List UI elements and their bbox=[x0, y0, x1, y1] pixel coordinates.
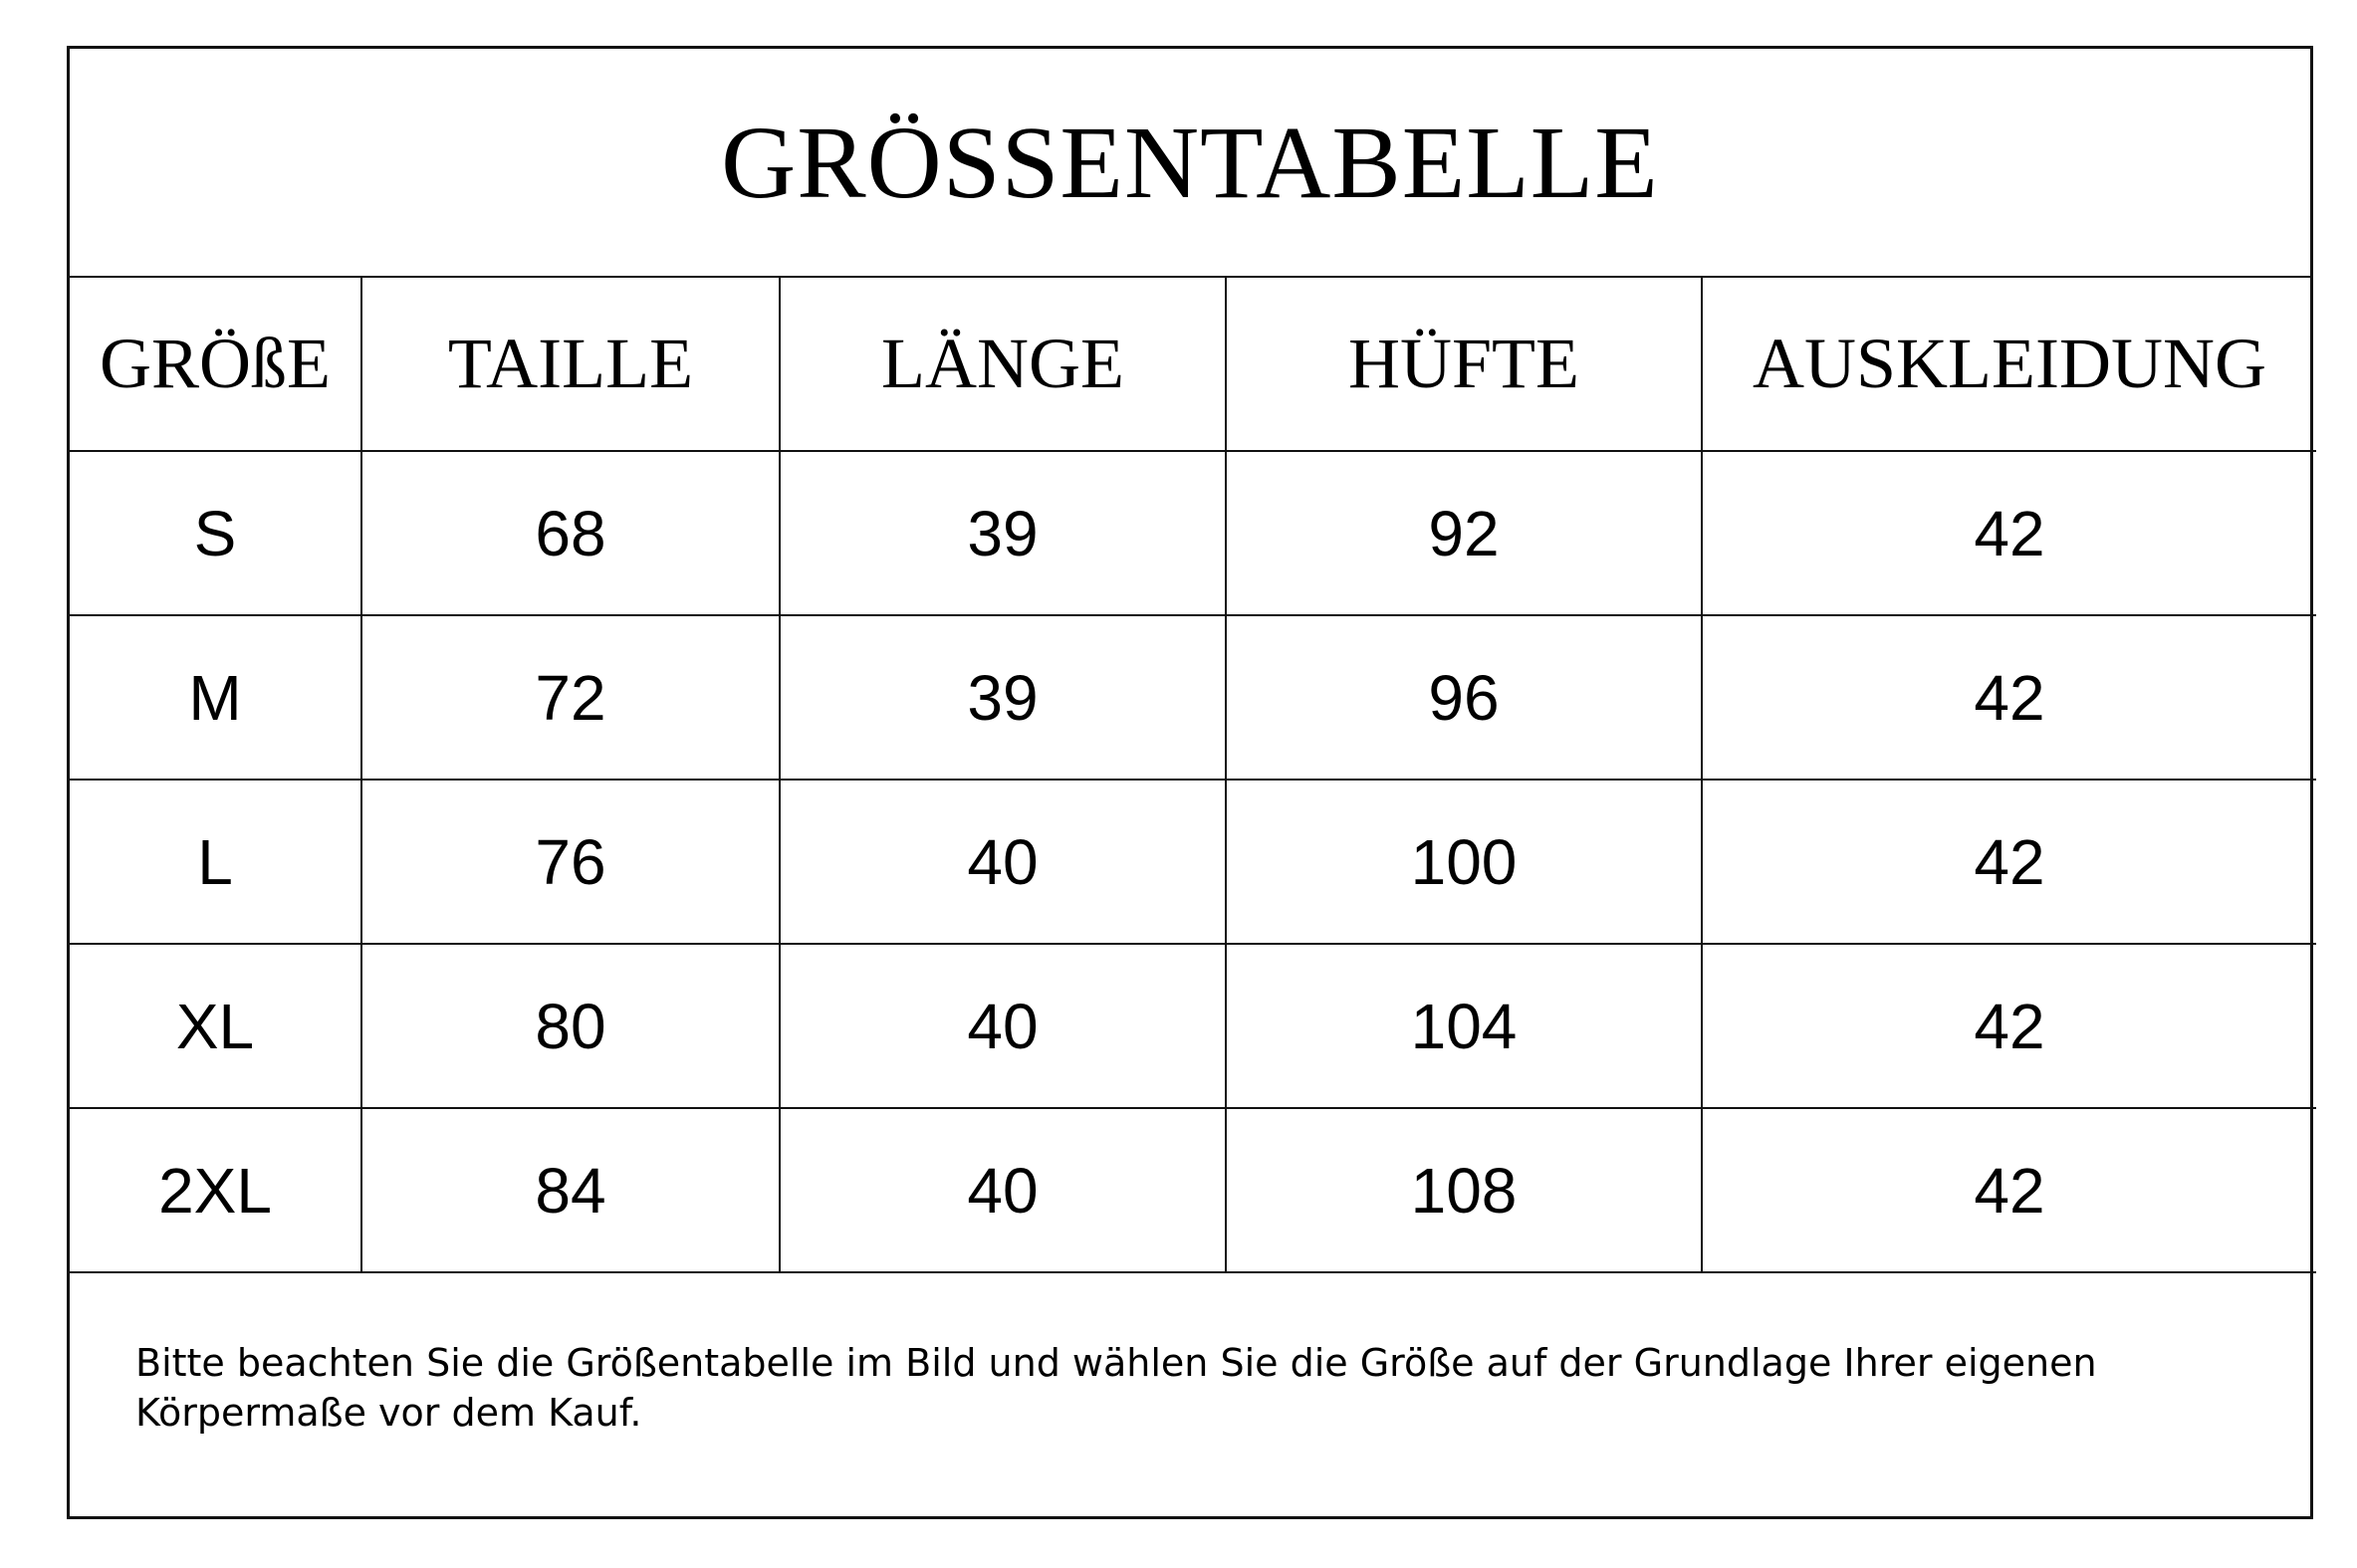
table-row bbox=[70, 615, 2316, 780]
header-size: GRÖßE bbox=[70, 278, 361, 451]
table-row bbox=[70, 1108, 2316, 1272]
cell-length: 40 bbox=[780, 1108, 1226, 1272]
cell-hip: 96 bbox=[1226, 615, 1702, 780]
table-header-row bbox=[70, 278, 2316, 451]
cell-waist: 68 bbox=[361, 451, 780, 615]
cell-hip: 108 bbox=[1226, 1108, 1702, 1272]
cell-size: XL bbox=[70, 944, 361, 1108]
page-title: GRÖSSENTABELLE bbox=[70, 49, 2310, 278]
cell-lining: 42 bbox=[1702, 1108, 2316, 1272]
header-lining: AUSKLEIDUNG bbox=[1702, 278, 2316, 451]
size-chart-frame bbox=[67, 46, 2313, 1519]
header-length: LÄNGE bbox=[780, 278, 1226, 451]
cell-length: 40 bbox=[780, 780, 1226, 944]
cell-waist: 84 bbox=[361, 1108, 780, 1272]
cell-waist: 76 bbox=[361, 780, 780, 944]
header-waist: TAILLE bbox=[361, 278, 780, 451]
cell-lining: 42 bbox=[1702, 944, 2316, 1108]
cell-waist: 72 bbox=[361, 615, 780, 780]
cell-hip: 100 bbox=[1226, 780, 1702, 944]
cell-hip: 104 bbox=[1226, 944, 1702, 1108]
table-row bbox=[70, 780, 2316, 944]
cell-size: 2XL bbox=[70, 1108, 361, 1272]
cell-length: 39 bbox=[780, 615, 1226, 780]
table-row bbox=[70, 451, 2316, 615]
cell-lining: 42 bbox=[1702, 615, 2316, 780]
cell-length: 39 bbox=[780, 451, 1226, 615]
size-advice-note: Bitte beachten Sie die Größentabelle im Bild und wählen Sie die Größe auf der Grundlage Ihrer eigenen Körpermaße vor dem Kauf. bbox=[135, 1341, 2097, 1435]
cell-lining: 42 bbox=[1702, 451, 2316, 615]
header-hip: HÜFTE bbox=[1226, 278, 1702, 451]
cell-size: L bbox=[70, 780, 361, 944]
cell-lining: 42 bbox=[1702, 780, 2316, 944]
cell-waist: 80 bbox=[361, 944, 780, 1108]
cell-size: S bbox=[70, 451, 361, 615]
cell-length: 40 bbox=[780, 944, 1226, 1108]
table-row bbox=[70, 944, 2316, 1108]
cell-size: M bbox=[70, 615, 361, 780]
size-table bbox=[70, 278, 2316, 1273]
cell-hip: 92 bbox=[1226, 451, 1702, 615]
